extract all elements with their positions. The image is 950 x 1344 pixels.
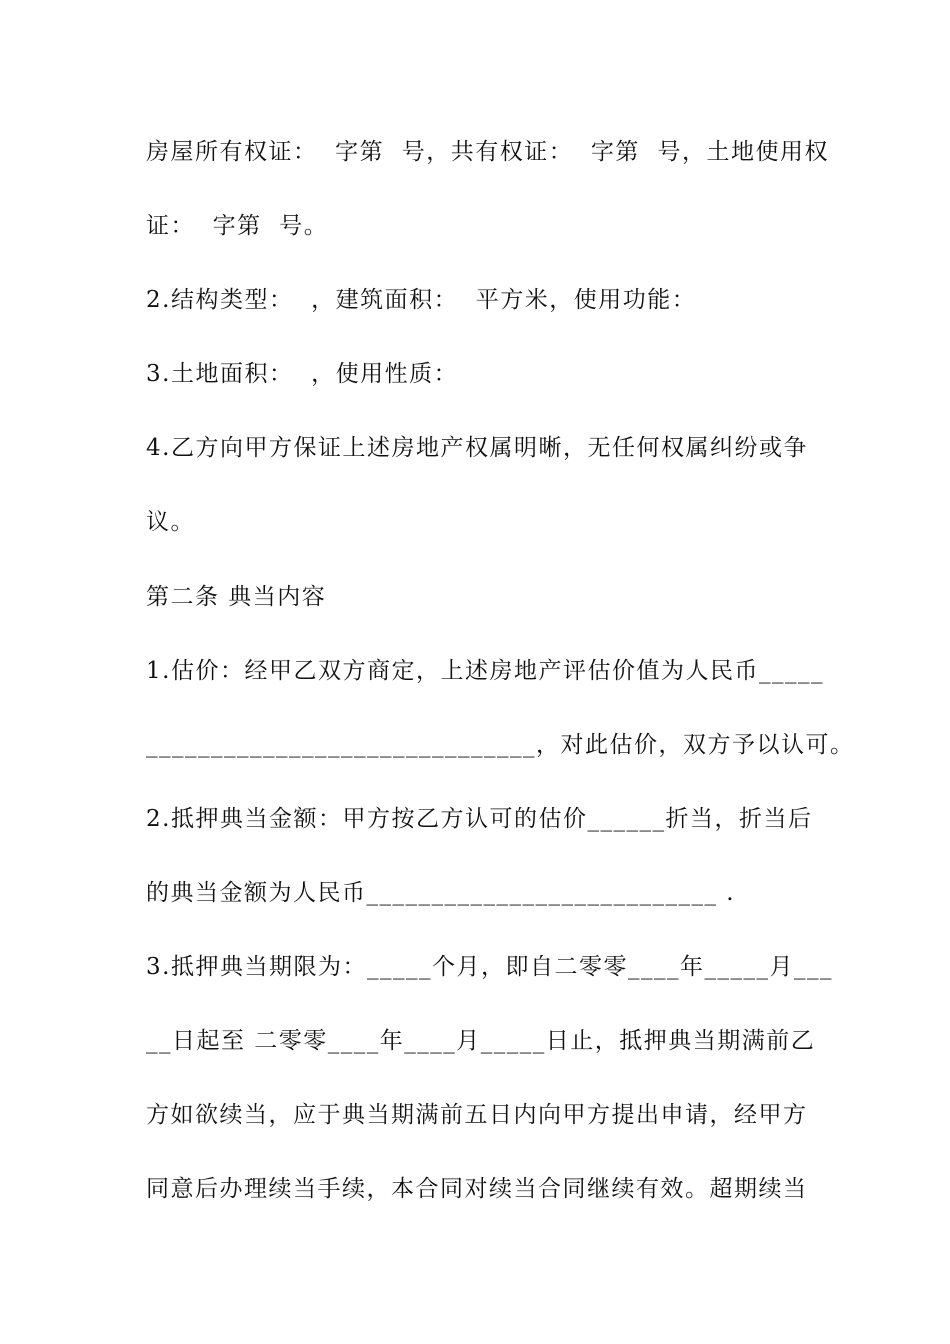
- text-line-pawn-amount: 2.抵押典当金额：甲方按乙方认可的估价______折当，折当后: [146, 806, 813, 832]
- text-line-pawn-amount-cont: 的典当金额为人民币___________________________ .: [146, 880, 736, 906]
- text-line-land-use-certificate: 证： 字第 号。: [146, 213, 329, 239]
- text-line-guarantee: 4.乙方向甲方保证上述房地产权属明晰，无任何权属纠纷或争: [146, 435, 808, 461]
- text-line-renewal: 方如欲续当，应于典当期满前五日内向甲方提出申请，经甲方: [146, 1102, 808, 1128]
- text-line-land-area: 3.土地面积： ，使用性质：: [146, 361, 459, 387]
- section-heading-article-2: 第二条 典当内容: [146, 584, 327, 610]
- text-line-structure-type: 2.结构类型： ，建筑面积： 平方米，使用功能：: [146, 287, 697, 313]
- text-line-valuation: 1.估价：经甲乙双方商定，上述房地产评估价值为人民币_____: [146, 658, 824, 684]
- text-line-ownership-certificates: 房屋所有权证： 字第 号，共有权证： 字第 号，土地使用权: [146, 139, 829, 165]
- text-line-guarantee-cont: 议。: [146, 509, 195, 535]
- text-line-pawn-term-cont: __日起至 二零零____年____月_____日止，抵押典当期满前乙: [146, 1028, 816, 1054]
- text-line-pawn-term: 3.抵押典当期限为：_____个月，即自二零零____年_____月___: [146, 954, 833, 980]
- text-line-valuation-cont: ______________________________，对此估价，双方予以认可。: [146, 732, 855, 758]
- text-line-renewal-cont: 同意后办理续当手续，本合同对续当合同继续有效。超期续当: [146, 1176, 808, 1202]
